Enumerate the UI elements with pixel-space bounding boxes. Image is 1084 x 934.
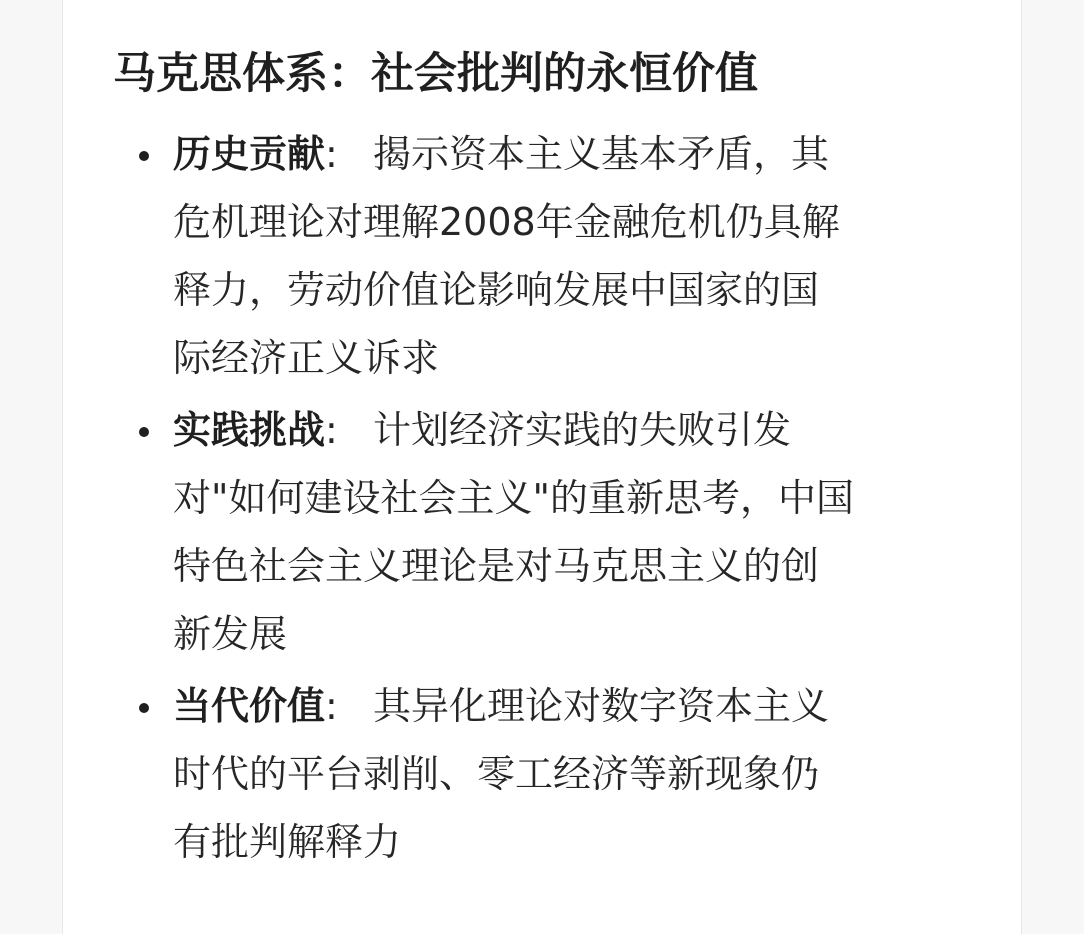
item-text: 计划经济实践的失败引发: [373, 408, 792, 452]
item-text: 揭示资本主义基本矛盾，其: [373, 132, 830, 176]
content-card: [62, 0, 1022, 934]
bullet-dot-icon: [139, 427, 149, 437]
list-item-line: 危机理论对理解2008年金融危机仍具解: [173, 200, 840, 244]
item-colon: :: [325, 408, 338, 452]
bullet-list: [63, 120, 1023, 876]
list-item-line: 释力，劳动价值论影响发展中国家的国: [173, 268, 820, 312]
list-item-line: 际经济正义诉求: [173, 336, 440, 380]
list-item-practice: [63, 396, 1023, 668]
list-item-line: 新发展: [173, 612, 288, 656]
list-item-line: [173, 396, 1023, 464]
bullet-dot-icon: [139, 703, 149, 713]
item-colon: :: [325, 684, 338, 728]
list-item-line: [173, 120, 1023, 188]
item-term: 实践挑战: [173, 408, 326, 452]
item-text: 其异化理论对数字资本主义: [373, 684, 830, 728]
list-item-line: [173, 672, 1023, 740]
bullet-dot-icon: [139, 151, 149, 161]
list-item-line: 特色社会主义理论是对马克思主义的创: [173, 544, 820, 588]
item-term: 历史贡献: [173, 132, 326, 176]
item-term: 当代价值: [173, 684, 326, 728]
list-item-line: 对"如何建设社会主义"的重新思考，中国: [173, 476, 854, 520]
list-item-line: 时代的平台剥削、零工经济等新现象仍: [173, 752, 820, 796]
section-heading: 马克思体系：社会批判的永恒价值: [113, 49, 758, 99]
list-item-history: [63, 120, 1023, 392]
item-colon: :: [325, 132, 338, 176]
list-item-contemporary: [63, 672, 1023, 876]
list-item-line: 有批判解释力: [173, 820, 402, 864]
